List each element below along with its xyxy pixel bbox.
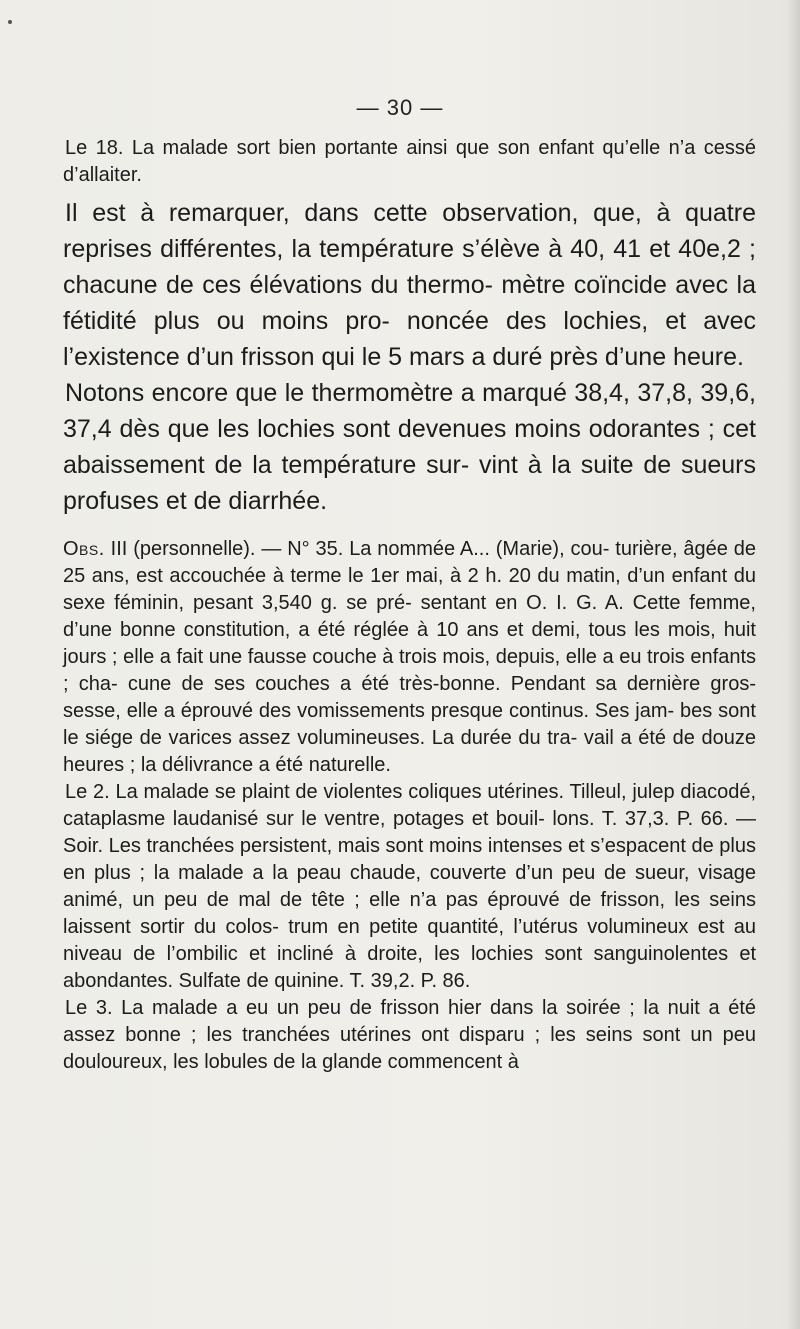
ink-dot (8, 20, 12, 24)
paragraph-text: Le 18. La malade sort bien portante ainsi que son enfant qu’elle n’a cessé d’allaiter. (63, 137, 756, 186)
observation-label: Obs. (63, 538, 105, 560)
page-edge-shadow (786, 0, 800, 1329)
day-2-paragraph: Le 2. La malade se plaint de violentes coliques utérines. Tilleul, julep diacodé, cataplasme laudanisé sur le ventre, potages et bouil- lons. T. 37,3. P. 66. — Soir. Les tranchées persistent, mais sont moins intenses et s’espacent de plus en plus ; la malade a la peau chaude, couverte d’un peu de sueur, visage animé, un peu de mal de tête ; elle n’a pas éprouvé de frisson, les seins laissent sortir du colos- trum en petite quantité, l’utérus volumineux est au niveau de l’ombilic et incliné à droite, les lochies sont sanguinolentes et abondantes. Sulfate de quinine. T. 39,2. P. 86. (63, 781, 756, 992)
observation-block (63, 536, 756, 1076)
paragraph-text: Notons encore que le thermomètre a marqué 38,4, 37,8, 39,6, 37,4 dès que les lochies sont devenues moins odorantes ; cet abaissement de la température sur- vint à la suite de sueurs profuses et de diarrhée. (63, 379, 756, 515)
day-3-paragraph: Le 3. La malade a eu un peu de frisson hier dans la soirée ; la nuit a été assez bonne ; les tranchées utérines ont disparu ; les seins sont un peu douloureux, les lobules de la glande commencent à (63, 997, 756, 1073)
page-number: — 30 — (356, 95, 444, 120)
paragraph-commentary (63, 195, 756, 375)
paragraph-temperature-note (63, 375, 756, 519)
paragraph-text: Il est à remarquer, dans cette observation, que, à quatre reprises différentes, la température s’élève à 40, 41 et 40e,2 ; chacune de ces élévations du thermo- mètre coïncide avec la fétidité plus ou moins pro- noncée des lochies, et avec l’existence d’un frisson qui le 5 mars a duré près d’une heure. (63, 199, 756, 371)
observation-text: III (personnelle). — N° 35. La nommée A... (Marie), cou- turière, âgée de 25 ans, est accouchée à terme le 1er mai, à 2 h. 20 du matin, d’un enfant du sexe féminin, pesant 3,540 g. se pré- sentant en O. I. G. A. Cette femme, d’une bonne constitution, a été réglée à 10 ans et demi, tous les mois, huit jours ; elle a fait une fausse couche à trois mois, depuis, elle a eu trois enfants ; cha- cune de ses couches a été très-bonne. Pendant sa dernière gros- sesse, elle a éprouvé des vomissements presque continus. Ses jam- bes sont le siége de varices assez volumineuses. La durée du tra- vail a été de douze heures ; la délivrance a été naturelle. (63, 538, 756, 776)
observation-heading-paragraph (63, 536, 756, 779)
paragraph-closing-observation (63, 135, 756, 189)
